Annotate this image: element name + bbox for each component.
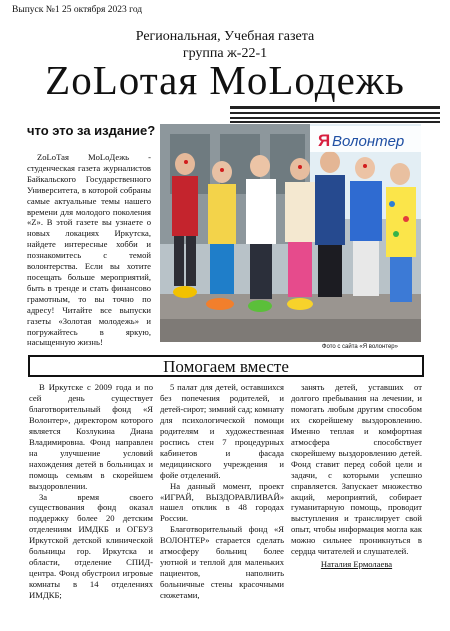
issue-line: Выпуск №1 25 октября 2023 год: [12, 5, 143, 15]
volunteer-photo: [160, 124, 421, 342]
intro-question: что это за издание?: [27, 123, 156, 138]
paragraph: На данный момент, проект «ИГРАЙ, ВЫЗДОРАВЛИВАЙ» нашел отклик в 48 городах России.: [160, 480, 284, 524]
paragraph: За время своего существования фонд оказал поддержку более 20 детским отделениям ИМДКБ и ОГБУЗ Иркутской детской клинической больницы гор. Иркутска и области, отделение СПИД-центра. Фонд обустроил игровые комнаты в 14 отделениях ИМДКБ;: [29, 491, 153, 601]
intro-text: ZoLоТая MoLоДежь - студенческая газета журналистов Байкальского Государственного Университета, в которой собраны самые актуальные темы нашего времени для молодого поколения «Z». В этой газете вы узнаете о новых локациях Иркутска, найдете интересные хобби и познакомитесь с темой волонтерства. Если вы хотите посещать больше мероприятий, быть в тренде и стать финансово грамотным, то вы точно по адресу! Читайте все выпуски газеты «Золотая молодежь» и погружайтесь в яркую, насыщенную жизнь!: [27, 152, 151, 348]
newspaper-subtitle: Региональная, Учебная газета: [135, 29, 315, 44]
paragraph: Благотворительный фонд «Я ВОЛОНТЕР» старается сделать атмосферу больниц более уютной и теплой для маленьких пациентов, наполнить больничные стены красочными сюжетами,: [160, 524, 284, 601]
decorative-rule: [230, 106, 440, 109]
logo-text: Волонтер: [332, 133, 405, 150]
logo-letter: Я: [318, 131, 331, 150]
decorative-rule: [230, 117, 440, 119]
decorative-rule: [230, 112, 440, 114]
article-column-1: [29, 382, 153, 601]
masthead-title: ZoLотая MoLодежь: [45, 57, 405, 103]
article-column-2: [160, 382, 284, 601]
article-headline: Помогаем вместе: [28, 355, 424, 377]
article-column-3: [291, 382, 422, 570]
group-label: группа ж-22-1: [182, 46, 268, 61]
photo-caption: Фото с сайта «Я волонтер»: [321, 344, 398, 350]
article-author: Наталия Ермолаева: [320, 559, 393, 570]
paragraph: 5 палат для детей, оставшихся без попечения родителей, и детей-сирот; зимний сад; комнату для психологической помощи родителям и художественная роспись стен 7 процедурных кабинетов и фасада медицинского учреждения и фойе отделений.: [160, 382, 284, 480]
paragraph: занять детей, уставших от долгого пребывания на лечении, и помогать любым другим способом их скорейшему выздоровлению. Именно теплая и комфортная атмосфера способствует скорейшему выздоровлению детей. Фонд ставит перед собой цели и задачи, с которыми успешно справляется. Запускает множество акций, мероприятий, собирает гуманитарную помощь, проводит выступления и транслирует свой опыт, чтобы информация могла как можно сильнее проникнуться в сердца читателей и слушателей.: [291, 382, 422, 557]
paragraph: В Иркутске с 2009 года и по сей день существует благотворительный фонд «Я Волонтер», директором которого является Козлукина Диана Владимировна. Фонд направлен на улучшение условий нахождения детей в больницах и помощь семьям в скорейшем выздоровлении.: [29, 382, 153, 491]
decorative-rule: [230, 121, 440, 123]
